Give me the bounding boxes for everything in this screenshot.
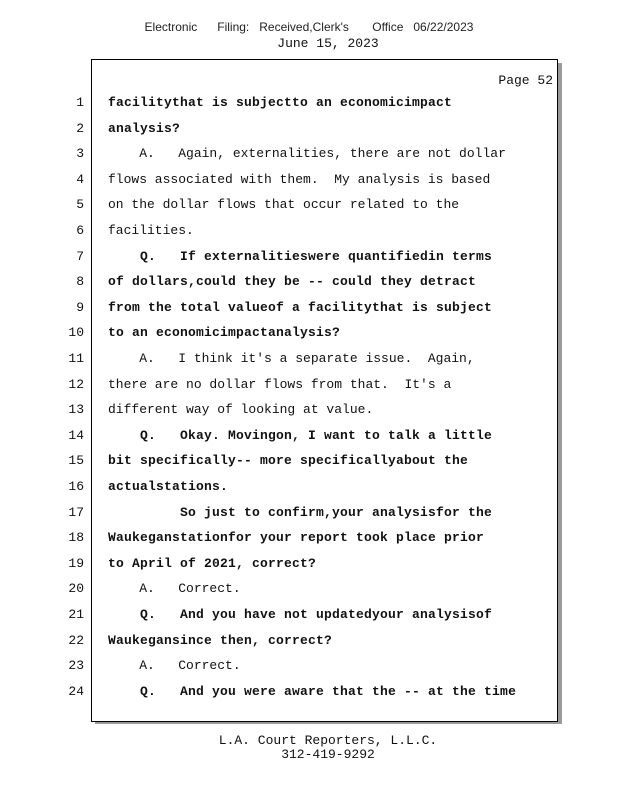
line-number: 1 xyxy=(76,95,84,110)
transcript-line: Q. If externalitieswere quantifiedin terms xyxy=(108,249,493,264)
transcript-line: bit specifically-- more specificallyabout the xyxy=(108,453,469,468)
line-number: 6 xyxy=(76,223,84,238)
transcript-line: different way of looking at value. xyxy=(108,402,374,417)
transcript-line: Q. And you have not updatedyour analysisof xyxy=(108,607,493,622)
line-number: 19 xyxy=(68,556,84,571)
transcript-line: actualstations. xyxy=(108,479,229,494)
line-number: 17 xyxy=(68,505,84,520)
transcript-line: to April of 2021, correct? xyxy=(108,556,317,571)
transcript-line: facilities. xyxy=(108,223,194,238)
transcript-line: A. I think it's a separate issue. Again, xyxy=(108,351,475,366)
line-number: 12 xyxy=(68,377,84,392)
transcript-line: A. Again, externalities, there are not dollar xyxy=(108,146,506,161)
transcript-line: A. Correct. xyxy=(108,658,241,673)
transcript-line: flows associated with them. My analysis is based xyxy=(108,172,491,187)
transcript-line: there are no dollar flows from that. It's a xyxy=(108,377,452,392)
page-number: Page 52 xyxy=(498,73,553,88)
transcript-line: facilitythat is subjectto an economicimpact xyxy=(108,95,453,110)
transcript-line: to an economicimpactanalysis? xyxy=(108,325,341,340)
transcript-line: Q. And you were aware that the -- at the time xyxy=(108,684,517,699)
line-number: 9 xyxy=(76,300,84,315)
line-number: 14 xyxy=(68,428,84,443)
line-number: 5 xyxy=(76,197,84,212)
transcript-line: So just to confirm,your analysisfor the xyxy=(108,505,493,520)
transcript-line: on the dollar flows that occur related to the xyxy=(108,197,460,212)
transcript-line: of dollars,could they be -- could they detract xyxy=(108,274,477,289)
footer-company: L.A. Court Reporters, L.L.C. xyxy=(218,733,438,748)
filing-stamp: Electronic Filing: Received,Clerk's Office 06/22/2023 xyxy=(144,20,474,34)
line-number: 23 xyxy=(68,658,84,673)
line-number: 20 xyxy=(68,581,84,596)
line-number: 13 xyxy=(68,402,84,417)
transcript-line: Q. Okay. Movingon, I want to talk a little xyxy=(108,428,493,443)
transcript-line: Waukeganstationfor your report took place prior xyxy=(108,530,485,545)
line-number: 15 xyxy=(68,453,84,468)
transcript-line: A. Correct. xyxy=(108,581,241,596)
line-number: 22 xyxy=(68,633,84,648)
line-number: 18 xyxy=(68,530,84,545)
header-date: June 15, 2023 xyxy=(277,36,379,51)
line-number: 10 xyxy=(68,325,84,340)
transcript-line: from the total valueof a facilitythat is subject xyxy=(108,300,493,315)
line-number: 8 xyxy=(76,274,84,289)
line-number: 16 xyxy=(68,479,84,494)
transcript-line: Waukegansince then, correct? xyxy=(108,633,333,648)
line-number: 7 xyxy=(76,249,84,264)
line-number: 2 xyxy=(76,121,84,136)
line-number: 3 xyxy=(76,146,84,161)
footer-phone: 312-419-9292 xyxy=(281,747,375,762)
line-number: 11 xyxy=(68,351,84,366)
line-number: 4 xyxy=(76,172,84,187)
transcript-line: analysis? xyxy=(108,121,181,136)
line-number: 24 xyxy=(68,684,84,699)
line-number: 21 xyxy=(68,607,84,622)
